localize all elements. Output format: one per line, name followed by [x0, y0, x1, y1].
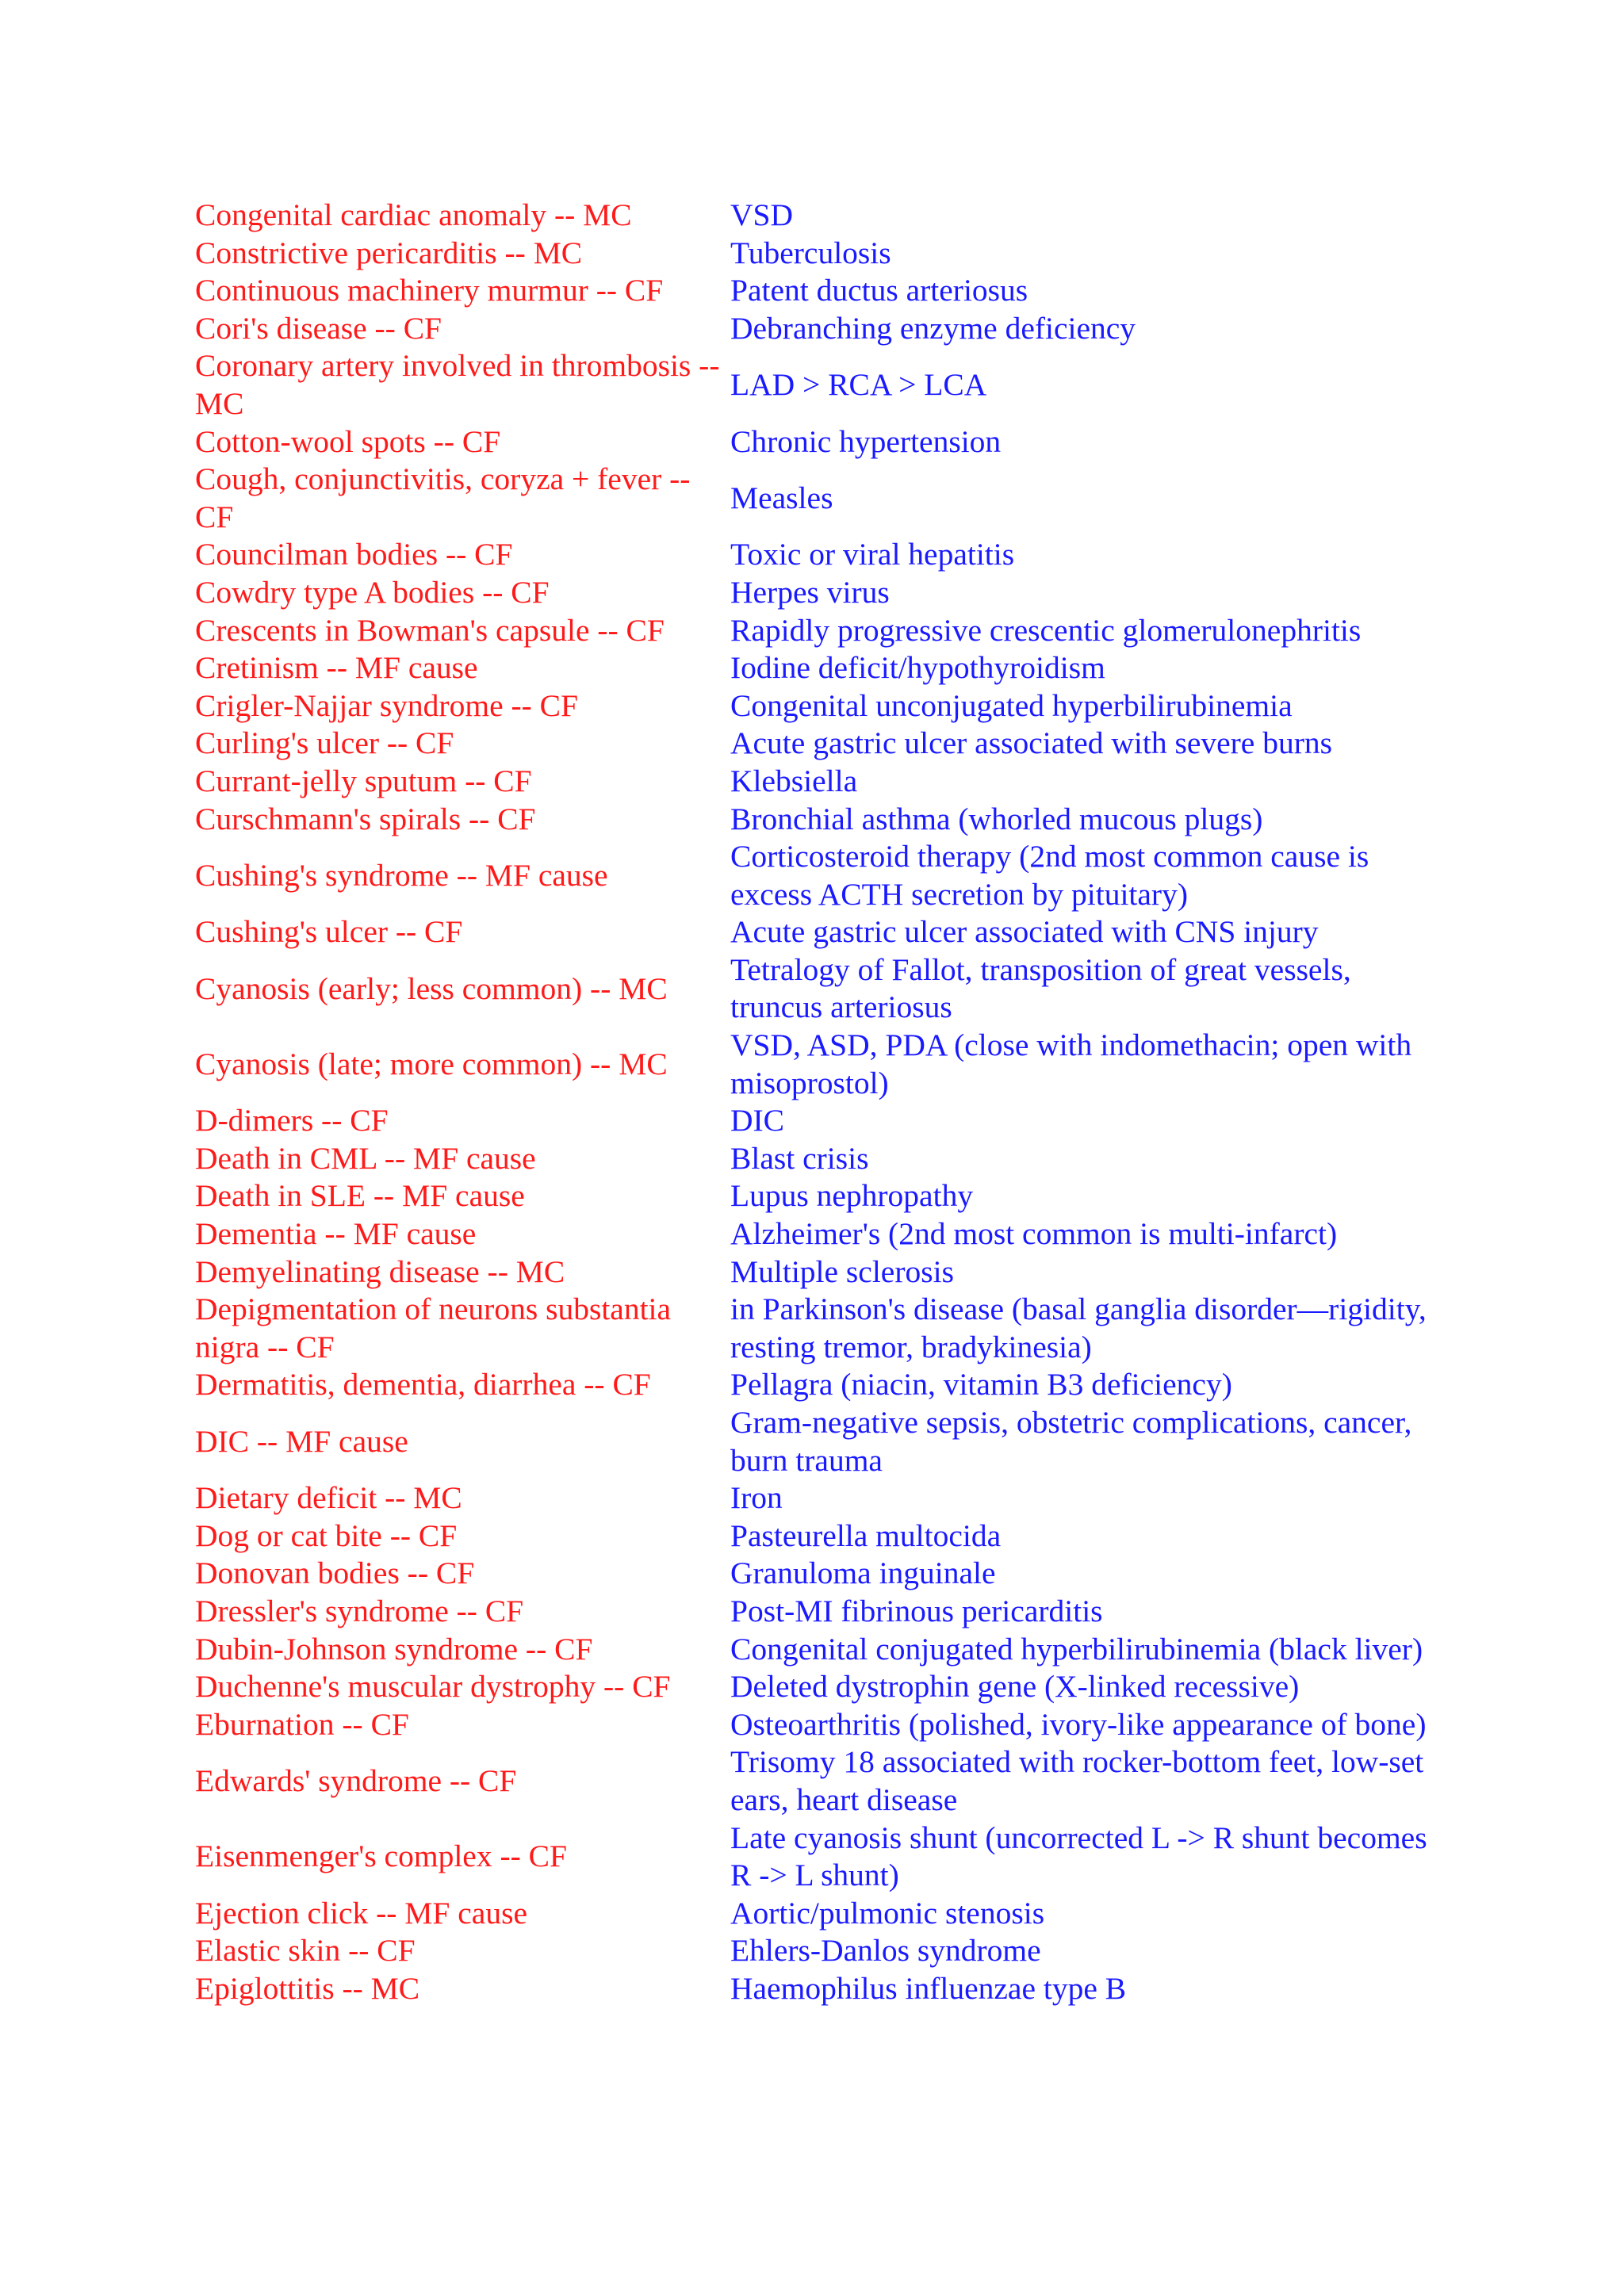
row-term: Crigler-Najjar syndrome -- CF — [195, 687, 578, 723]
row-answer: Acute gastric ulcer associated with CNS injury — [730, 914, 1319, 950]
table-row — [195, 574, 1432, 612]
row-term: Demyelinating disease -- MC — [195, 1253, 565, 1289]
row-term: Cori's disease -- CF — [195, 310, 442, 346]
table-row — [195, 1593, 1432, 1631]
row-answer: Deleted dystrophin gene (X-linked recessive) — [730, 1669, 1300, 1705]
table-row — [195, 1102, 1432, 1140]
row-term: Coronary artery involved in thrombosis -- MC — [195, 348, 720, 421]
row-answer: Acute gastric ulcer associated with severe burns — [730, 725, 1332, 761]
row-term: Depigmentation of neurons substantia nigra -- CF — [195, 1292, 672, 1364]
table-row — [195, 838, 1432, 913]
row-term: Cretinism -- MF cause — [195, 650, 478, 686]
row-term: Dubin-Johnson syndrome -- CF — [195, 1631, 593, 1667]
row-answer: Toxic or viral hepatitis — [730, 537, 1015, 572]
table-row — [195, 461, 1432, 536]
row-answer: Patent ductus arteriosus — [730, 273, 1028, 308]
row-answer: Gram-negative sepsis, obstetric complications, cancer, burn trauma — [730, 1405, 1412, 1478]
row-term: Cyanosis (early; less common) -- MC — [195, 970, 668, 1006]
row-term: Eburnation -- CF — [195, 1706, 409, 1742]
table-row — [195, 801, 1432, 839]
row-term: Currant-jelly sputum -- CF — [195, 763, 532, 798]
table-row — [195, 1140, 1432, 1178]
row-answer: Debranching enzyme deficiency — [730, 310, 1136, 346]
table-row — [195, 1932, 1432, 1970]
row-term: Crescents in Bowman's capsule -- CF — [195, 612, 665, 648]
table-row — [195, 272, 1432, 310]
row-term: Cowdry type A bodies -- CF — [195, 574, 550, 610]
table-row — [195, 1215, 1432, 1253]
row-answer: Herpes virus — [730, 574, 890, 610]
row-answer: DIC — [730, 1103, 785, 1138]
row-term: Councilman bodies -- CF — [195, 537, 513, 572]
row-term: Dietary deficit -- MC — [195, 1480, 462, 1516]
row-answer: Congenital conjugated hyperbilirubinemia (black liver) — [730, 1631, 1423, 1667]
row-answer: Osteoarthritis (polished, ivory-like appearance of bone) — [730, 1706, 1427, 1742]
table-row — [195, 536, 1432, 574]
row-term: Congenital cardiac anomaly -- MC — [195, 197, 632, 232]
row-answer: Alzheimer's (2nd most common is multi-infarct) — [730, 1216, 1338, 1252]
table-row — [195, 1177, 1432, 1215]
row-term: Edwards' syndrome -- CF — [195, 1763, 517, 1799]
row-answer: Multiple sclerosis — [730, 1253, 954, 1289]
row-answer: Iodine deficit/hypothyroidism — [730, 650, 1105, 686]
row-answer: Corticosteroid therapy (2nd most common cause is excess ACTH secretion by pituitary) — [730, 839, 1369, 912]
table-row — [195, 197, 1432, 235]
table-row — [195, 763, 1432, 801]
table-row — [195, 1479, 1432, 1517]
table-row — [195, 913, 1432, 951]
row-answer: Blast crisis — [730, 1140, 869, 1176]
row-term: DIC -- MF cause — [195, 1423, 408, 1459]
row-answer: Klebsiella — [730, 763, 858, 798]
row-term: D-dimers -- CF — [195, 1103, 389, 1138]
table-row — [195, 1820, 1432, 1895]
row-answer: Pasteurella multocida — [730, 1517, 1002, 1553]
row-answer: Tetralogy of Fallot, transposition of great vessels, truncus arteriosus — [730, 951, 1351, 1025]
table-row — [195, 1631, 1432, 1669]
table-row — [195, 1970, 1432, 2008]
table-row — [195, 649, 1432, 687]
row-term: Epiglottitis -- MC — [195, 1970, 420, 2006]
row-answer: in Parkinson's disease (basal ganglia disorder—rigidity, resting tremor, bradykinesia) — [730, 1292, 1427, 1364]
row-term: Duchenne's muscular dystrophy -- CF — [195, 1669, 671, 1705]
row-term: Cyanosis (late; more common) -- MC — [195, 1046, 668, 1081]
row-term: Constrictive pericarditis -- MC — [195, 235, 583, 270]
row-answer: Post-MI fibrinous pericarditis — [730, 1593, 1103, 1628]
table-row — [195, 725, 1432, 763]
table-row — [195, 235, 1432, 273]
table-row — [195, 310, 1432, 348]
row-term: Eisenmenger's complex -- CF — [195, 1839, 567, 1874]
row-answer: Tuberculosis — [730, 235, 891, 270]
row-term: Dog or cat bite -- CF — [195, 1517, 458, 1553]
row-term: Cough, conjunctivitis, coryza + fever -- CF — [195, 461, 691, 534]
row-answer: Aortic/pulmonic stenosis — [730, 1895, 1045, 1931]
table-row — [195, 1291, 1432, 1366]
row-term: Cotton-wool spots -- CF — [195, 423, 501, 459]
row-answer: Measles — [730, 480, 833, 515]
table-row — [195, 1895, 1432, 1933]
row-answer: VSD — [730, 197, 794, 232]
row-answer: Late cyanosis shunt (uncorrected L -> R shunt becomes R -> L shunt) — [730, 1820, 1427, 1893]
row-answer: Congenital unconjugated hyperbilirubinemia — [730, 687, 1293, 723]
row-answer: Ehlers-Danlos syndrome — [730, 1933, 1041, 1969]
row-term: Dressler's syndrome -- CF — [195, 1593, 524, 1628]
row-answer: Lupus nephropathy — [730, 1178, 974, 1214]
row-term: Donovan bodies -- CF — [195, 1556, 475, 1591]
row-term: Ejection click -- MF cause — [195, 1895, 527, 1931]
table-row — [195, 1668, 1432, 1706]
table-row — [195, 1743, 1432, 1819]
row-term: Curschmann's spirals -- CF — [195, 801, 536, 836]
table-row — [195, 1027, 1432, 1102]
term-answer-table-body — [195, 197, 1432, 2008]
row-term: Curling's ulcer -- CF — [195, 725, 454, 761]
row-answer: Trisomy 18 associated with rocker-bottom feet, low-set ears, heart disease — [730, 1744, 1424, 1817]
row-answer: Haemophilus influenzae type B — [730, 1970, 1127, 2006]
row-answer: Granuloma inguinale — [730, 1556, 996, 1591]
row-answer: Pellagra (niacin, vitamin B3 deficiency) — [730, 1367, 1232, 1402]
row-term: Dermatitis, dementia, diarrhea -- CF — [195, 1367, 651, 1402]
row-answer: LAD > RCA > LCA — [730, 367, 987, 403]
table-row — [195, 423, 1432, 461]
table-row — [195, 347, 1432, 423]
table-row — [195, 1517, 1432, 1556]
row-answer: Rapidly progressive crescentic glomerulonephritis — [730, 612, 1362, 648]
row-answer: Bronchial asthma (whorled mucous plugs) — [730, 801, 1263, 836]
table-row — [195, 687, 1432, 725]
row-term: Dementia -- MF cause — [195, 1216, 477, 1252]
row-answer: VSD, ASD, PDA (close with indomethacin; open with misoprostol) — [730, 1027, 1412, 1100]
row-answer: Chronic hypertension — [730, 423, 1002, 459]
table-row — [195, 612, 1432, 650]
table-row — [195, 1555, 1432, 1593]
table-row — [195, 1706, 1432, 1744]
row-term: Cushing's syndrome -- MF cause — [195, 857, 608, 893]
table-row — [195, 1253, 1432, 1292]
table-row — [195, 1366, 1432, 1404]
table-row — [195, 951, 1432, 1027]
term-answer-table — [195, 197, 1432, 2008]
row-term: Cushing's ulcer -- CF — [195, 914, 463, 950]
row-term: Death in CML -- MF cause — [195, 1140, 536, 1176]
row-term: Continuous machinery murmur -- CF — [195, 273, 664, 308]
row-term: Death in SLE -- MF cause — [195, 1178, 525, 1214]
row-answer: Iron — [730, 1480, 783, 1516]
table-row — [195, 1404, 1432, 1479]
row-term: Elastic skin -- CF — [195, 1933, 416, 1969]
